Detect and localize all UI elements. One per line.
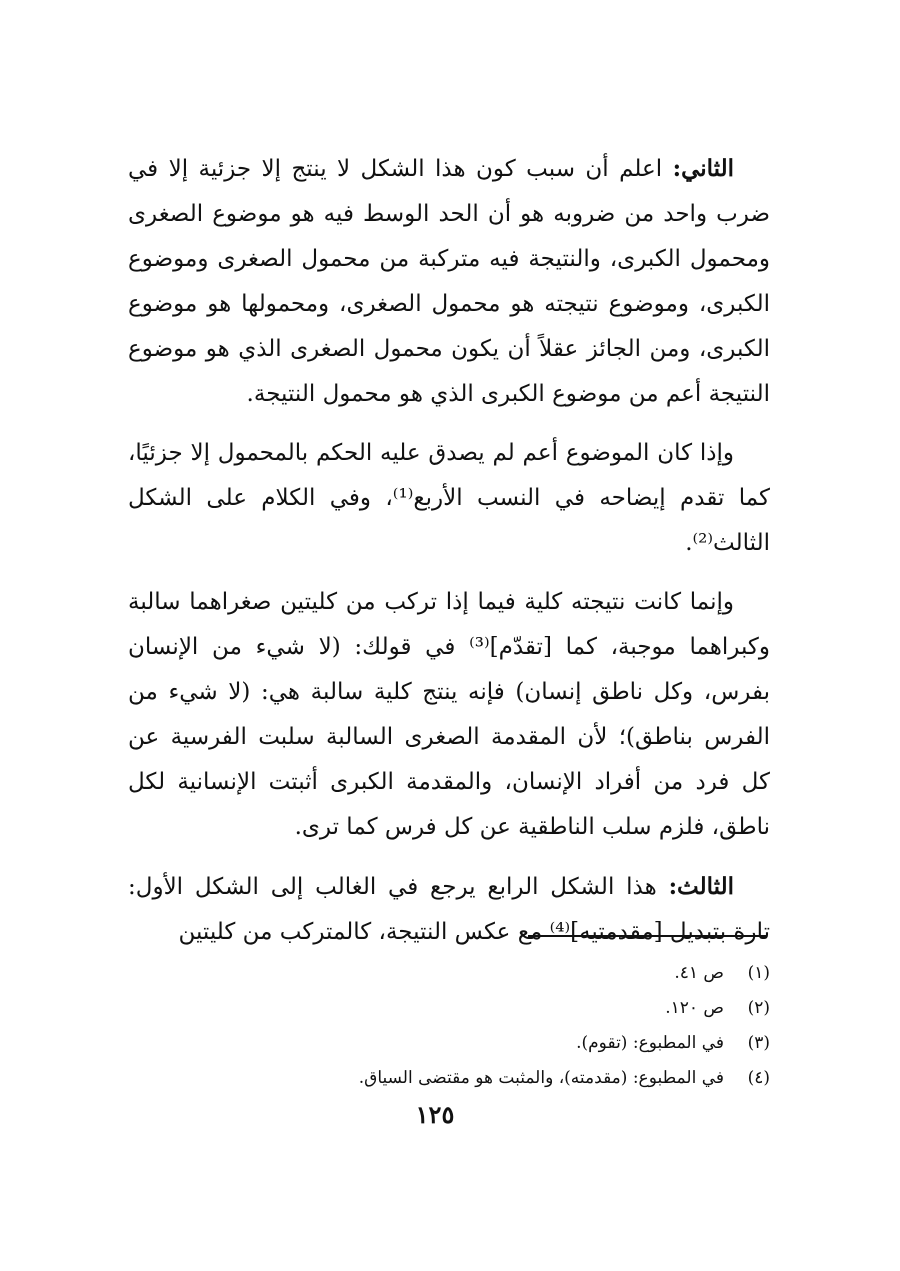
paragraph-text: اعلم أن سبب كون هذا الشكل لا ينتج إلا جزئية إلا في ضرب واحد من ضروبه هو أن الحد الوسط فيه هو موضوع الصغرى ومحمول الكبرى، والنتيجة فيه متركبة من محمول الصغرى وموضوع الكبرى، وموضوع نتيجته هو محمول الصغرى، ومحمولها هو موضوع الكبرى، ومن الجائز عقلاً أن يكون محمول الصغرى الذي هو موضوع النتيجة أعم من موضوع الكبرى الذي هو محمول النتيجة. [128, 156, 770, 407]
footnote-number: (١) [747, 963, 770, 983]
paragraph-heading-second: الثاني: [672, 155, 734, 182]
footnote-2 [200, 991, 770, 1026]
footnote-number: (٢) [747, 998, 770, 1018]
footnote-3 [200, 1026, 770, 1061]
footnote-number: (٤) [747, 1068, 770, 1088]
paragraph-third [128, 864, 770, 955]
footnote-1 [200, 956, 770, 991]
footnote-text: ص ١٢٠. [665, 998, 724, 1018]
paragraph-subject-general [128, 431, 770, 566]
paragraph-text: وإنما كانت نتيجته كلية فيما إذا تركب من كليتين صغراهما سالبة وكبراهما موجبة، كما [تقدّم]⁽³⁾ في قولك: (لا شيء من الإنسان بفرس، وكل ناطق إنسان) فإنه ينتج كلية سالبة هي: (لا شيء من الفرس بناطق)؛ لأن المقدمة الصغرى السالبة سلبت الفرسية عن كل فرد من أفراد الإنسان، والمقدمة الكبرى أثبتت الإنسانية لكل ناطق، فلزم سلب الناطقية عن كل فرس كما ترى. [128, 589, 770, 840]
paragraph-universal-conclusion [128, 580, 770, 850]
main-text [128, 146, 770, 969]
footnote-text: في المطبوع: (تقوم). [576, 1033, 724, 1053]
footnote-text: في المطبوع: (مقدمته)، والمثبت هو مقتضى السياق. [358, 1068, 724, 1088]
paragraph-second [128, 146, 770, 417]
paragraph-text: هذا الشكل الرابع يرجع في الغالب إلى الشكل الأول: تارة بتبديل [مقدمتيه]⁽⁴⁾ مع عكس النتيجة، كالمتركب من كليتين [128, 874, 770, 945]
page-number: ١٢٥ [415, 1100, 455, 1129]
paragraph-heading-third: الثالث: [668, 873, 734, 900]
footnotes [200, 956, 770, 1096]
footnote-number: (٣) [747, 1033, 770, 1053]
footnote-divider [528, 935, 766, 937]
paragraph-text: وإذا كان الموضوع أعم لم يصدق عليه الحكم بالمحمول إلا جزئيًا، كما تقدم إيضاحه في النسب الأربع⁽¹⁾، وفي الكلام على الشكل الثالث⁽²⁾. [128, 440, 770, 556]
footnote-text: ص ٤١. [674, 963, 724, 983]
footnote-4 [200, 1061, 770, 1096]
